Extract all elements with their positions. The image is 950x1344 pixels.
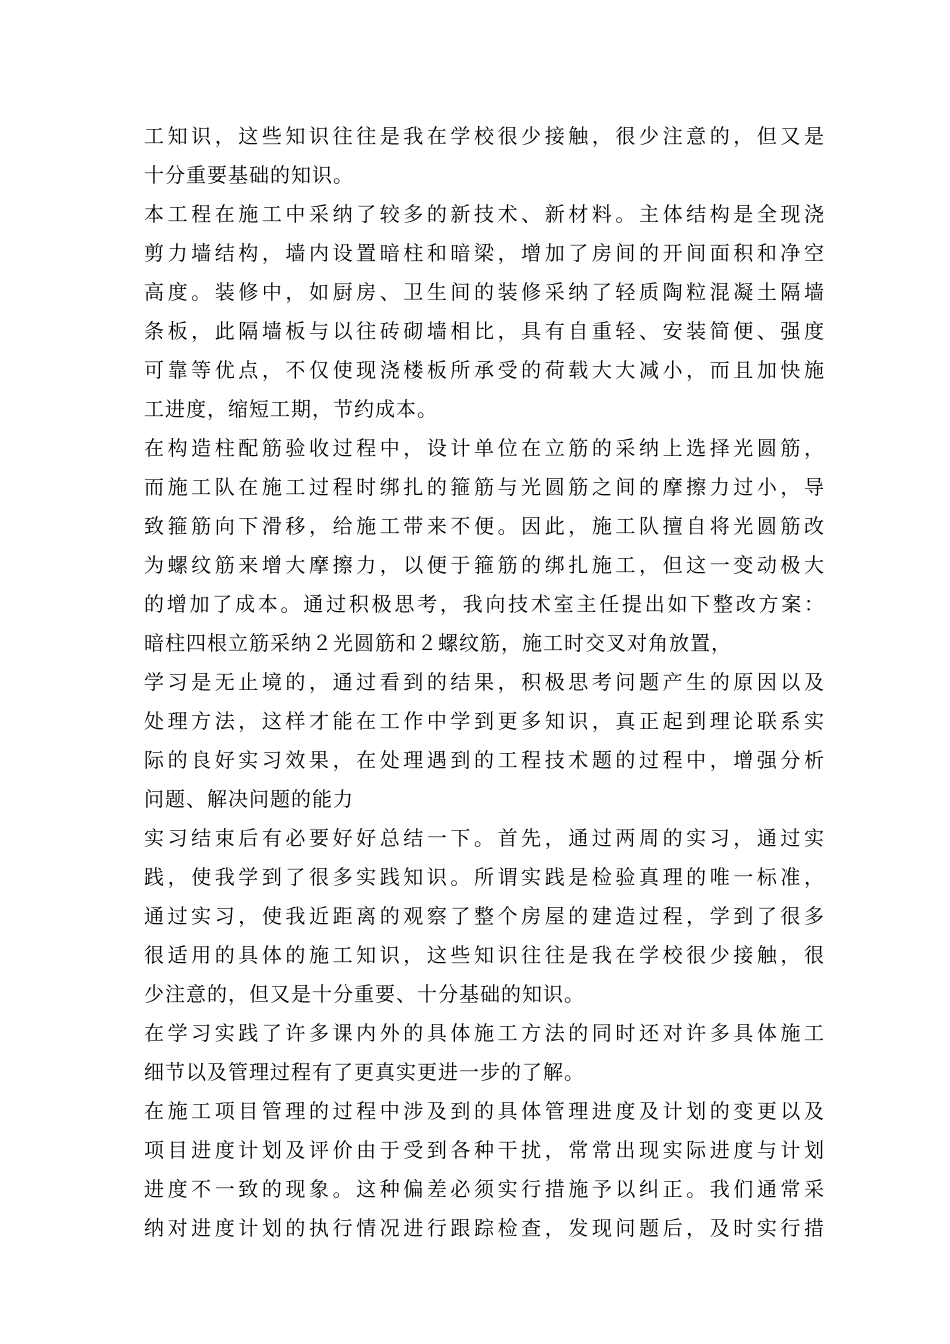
text-line: 致箍筋向下滑移，给施工带来不便。因此，施工队擅自将光圆筋改 (144, 514, 824, 538)
text-line: 通过实习，使我近距离的观察了整个房屋的建造过程，学到了很多 (144, 904, 824, 928)
text-line: 纳对进度计划的执行情况进行跟踪检查，发现问题后，及时实行措 (144, 1216, 824, 1240)
text-line: 项目进度计划及评价由于受到各种干扰，常常出现实际进度与计划 (144, 1138, 824, 1162)
text-line: 实习结束后有必要好好总结一下。首先，通过两周的实习，通过实 (144, 826, 824, 850)
text-line: 践，使我学到了很多实践知识。所谓实践是检验真理的唯一标准， (144, 865, 824, 889)
text-line: 际的良好实习效果，在处理遇到的工程技术题的过程中，增强分析 (144, 748, 824, 772)
text-line: 工进度，缩短工期，节约成本。 (144, 397, 438, 421)
text-line: 在构造柱配筋验收过程中，设计单位在立筋的采纳上选择光圆筋， (144, 436, 824, 460)
text-line: 处理方法，这样才能在工作中学到更多知识，真正起到理论联系实 (144, 709, 824, 733)
text-line: 进度不一致的现象。这种偏差必须实行措施予以纠正。我们通常采 (144, 1177, 824, 1201)
text-line: 细节以及管理过程有了更真实更进一步的了解。 (144, 1060, 585, 1084)
text-line: 可靠等优点，不仅使现浇楼板所承受的荷载大大减小，而且加快施 (144, 358, 824, 382)
text-line: 高度。装修中，如厨房、卫生间的装修采纳了轻质陶粒混凝土隔墙 (144, 280, 824, 304)
text-line: 的增加了成本。通过积极思考，我向技术室主任提出如下整改方案： (144, 592, 824, 616)
text-line: 为螺纹筋来增大摩擦力，以便于箍筋的绑扎施工，但这一变动极大 (144, 553, 824, 577)
text-line: 十分重要基础的知识。 (144, 163, 354, 187)
text-line: 在学习实践了许多课内外的具体施工方法的同时还对许多具体施工 (144, 1021, 824, 1045)
text-line: 暗柱四根立筋采纳２光圆筋和２螺纹筋，施工时交叉对角放置， (144, 631, 732, 655)
text-line: 条板，此隔墙板与以往砖砌墙相比，具有自重轻、安装简便、强度 (144, 319, 824, 343)
text-line: 工知识，这些知识往往是我在学校很少接触，很少注意的，但又是 (144, 124, 824, 148)
text-line: 很适用的具体的施工知识，这些知识往往是我在学校很少接触，很 (144, 943, 824, 967)
document-body (144, 117, 824, 1248)
text-line: 学习是无止境的，通过看到的结果，积极思考问题产生的原因以及 (144, 670, 824, 694)
text-line: 本工程在施工中采纳了较多的新技术、新材料。主体结构是全现浇 (144, 202, 824, 226)
text-line: 少注意的，但又是十分重要、十分基础的知识。 (144, 982, 585, 1006)
text-line: 在施工项目管理的过程中涉及到的具体管理进度及计划的变更以及 (144, 1099, 824, 1123)
text-line: 而施工队在施工过程时绑扎的箍筋与光圆筋之间的摩擦力过小，导 (144, 475, 824, 499)
text-line: 问题、解决问题的能力 (144, 787, 354, 811)
text-line: 剪力墙结构，墙内设置暗柱和暗梁，增加了房间的开间面积和净空 (144, 241, 824, 265)
